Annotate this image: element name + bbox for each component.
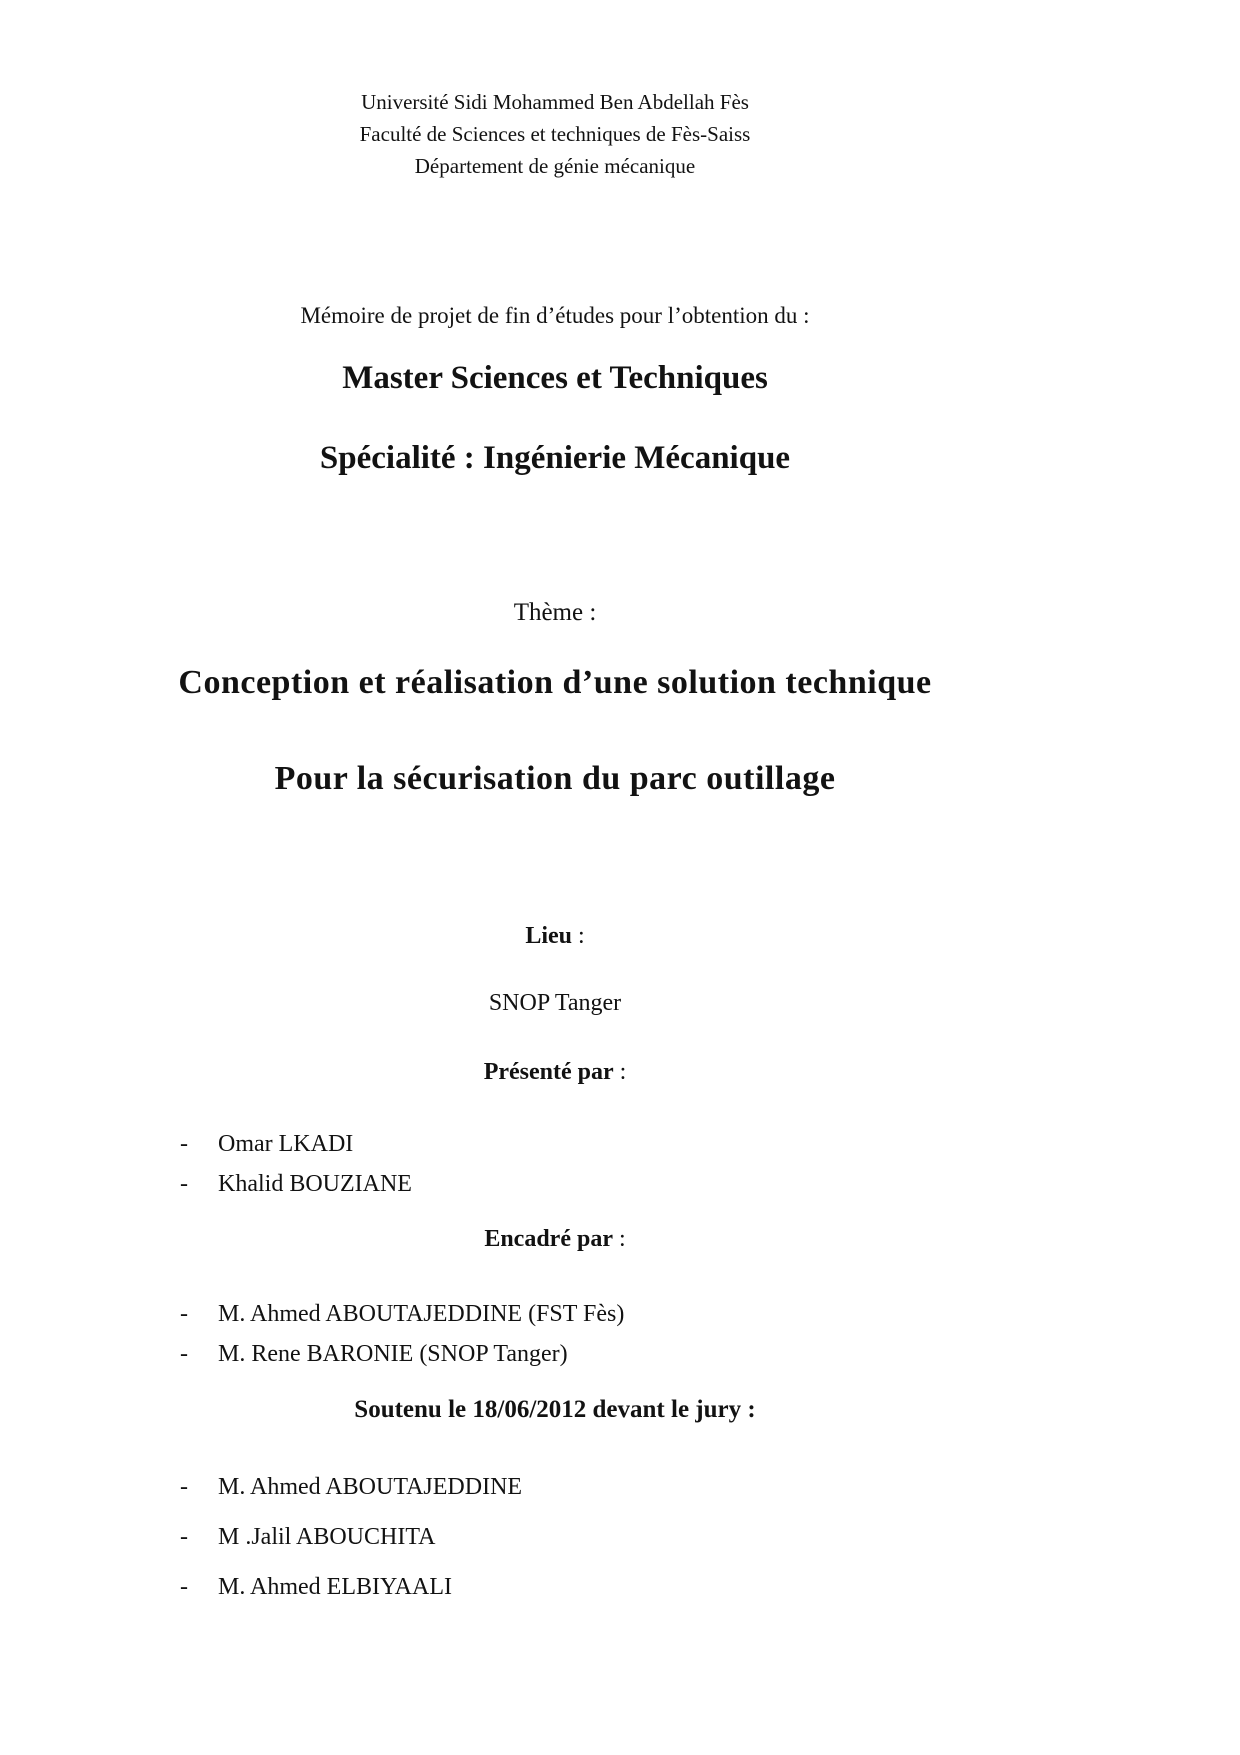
list-item: [180, 1164, 412, 1204]
theme-title-line1: Conception et réalisation d’une solution technique: [178, 664, 932, 701]
list-dash: -: [180, 1341, 188, 1367]
list-item: [180, 1462, 522, 1512]
jury-member-name: M .Jalil ABOUCHITA: [218, 1524, 436, 1550]
university-header: [0, 86, 1110, 182]
presented-by-heading: [0, 1059, 1110, 1086]
defense-heading: Soutenu le 18/06/2012 devant le jury :: [354, 1396, 756, 1423]
presenter-name: Omar LKADI: [218, 1131, 354, 1157]
location-colon: :: [572, 923, 585, 949]
list-dash: -: [180, 1131, 188, 1157]
faculty-name: Faculté de Sciences et techniques de Fès-Saiss: [359, 122, 751, 146]
supervisor-name: M. Ahmed ABOUTAJEDDINE (FST Fès): [218, 1301, 625, 1327]
degree-specialty: Spécialité : Ingénierie Mécanique: [319, 440, 791, 476]
theme-label: Thème :: [513, 599, 597, 626]
presenters-list: [180, 1124, 412, 1204]
presented-by-label: Présenté par: [483, 1059, 614, 1085]
location-value: SNOP Tanger: [488, 990, 622, 1016]
list-dash: -: [180, 1524, 188, 1550]
list-item: [180, 1124, 412, 1164]
list-dash: -: [180, 1474, 188, 1500]
supervisors-list: [180, 1294, 624, 1374]
department-name: Département de génie mécanique: [414, 154, 696, 178]
presenter-name: Khalid BOUZIANE: [218, 1171, 412, 1197]
jury-member-name: M. Ahmed ELBIYAALI: [218, 1574, 452, 1600]
supervisor-name: M. Rene BARONIE (SNOP Tanger): [218, 1341, 568, 1367]
list-dash: -: [180, 1574, 188, 1600]
supervised-by-colon: :: [613, 1226, 626, 1252]
jury-list: [180, 1462, 522, 1612]
degree-intro: Mémoire de projet de fin d’études pour l’obtention du :: [300, 303, 810, 328]
supervised-by-heading: [0, 1226, 1110, 1253]
presented-by-colon: :: [613, 1059, 627, 1085]
list-dash: -: [180, 1171, 188, 1197]
list-dash: -: [180, 1301, 188, 1327]
list-item: [180, 1334, 624, 1374]
location-label: Lieu: [525, 923, 572, 949]
list-item: [180, 1562, 522, 1612]
jury-member-name: M. Ahmed ABOUTAJEDDINE: [218, 1474, 523, 1500]
supervised-by-label: Encadré par: [484, 1226, 613, 1252]
theme-title-line2: Pour la sécurisation du parc outillage: [274, 760, 836, 797]
university-name: Université Sidi Mohammed Ben Abdellah Fès: [361, 90, 749, 114]
list-item: [180, 1512, 522, 1562]
list-item: [180, 1294, 624, 1334]
location-heading: [0, 923, 1110, 950]
degree-title: Master Sciences et Techniques: [342, 360, 768, 396]
